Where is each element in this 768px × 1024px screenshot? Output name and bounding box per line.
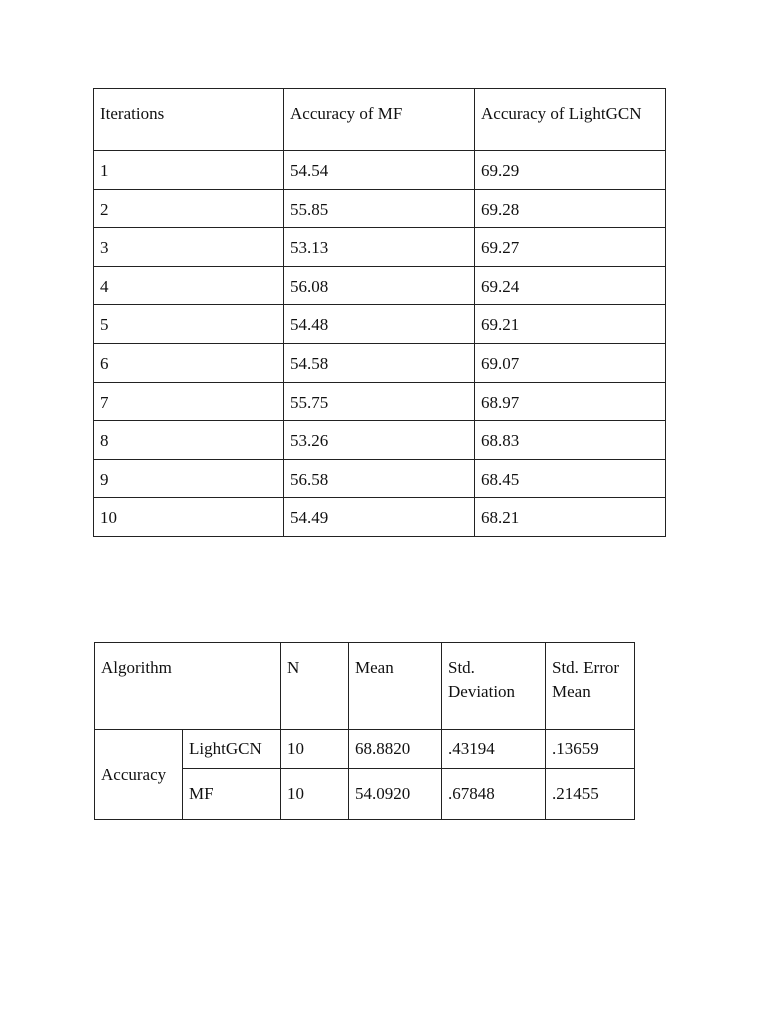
header-algorithm: Algorithm (95, 643, 281, 730)
mf-accuracy-cell: 56.58 (284, 459, 475, 498)
algorithm-cell: MF (183, 769, 281, 820)
std-deviation-cell: .43194 (442, 730, 546, 769)
lightgcn-accuracy-cell: 68.83 (475, 421, 666, 460)
header-iterations: Iterations (94, 89, 284, 151)
std-deviation-cell: .67848 (442, 769, 546, 820)
header-std-error-mean: Std. Error Mean (546, 643, 635, 730)
iteration-cell: 8 (94, 421, 284, 460)
header-std-deviation: Std. Deviation (442, 643, 546, 730)
lightgcn-accuracy-cell: 69.21 (475, 305, 666, 344)
lightgcn-accuracy-cell: 68.21 (475, 498, 666, 537)
table-row (94, 151, 666, 190)
mean-cell: 54.0920 (349, 769, 442, 820)
lightgcn-accuracy-cell: 69.28 (475, 189, 666, 228)
table-header-row (94, 89, 666, 151)
header-n: N (281, 643, 349, 730)
mf-accuracy-cell: 54.48 (284, 305, 475, 344)
table-row (94, 189, 666, 228)
mf-accuracy-cell: 55.75 (284, 382, 475, 421)
mf-accuracy-cell: 53.13 (284, 228, 475, 267)
table-row (95, 730, 635, 769)
n-cell: 10 (281, 730, 349, 769)
iteration-cell: 2 (94, 189, 284, 228)
header-accuracy-lightgcn: Accuracy of LightGCN (475, 89, 666, 151)
table-row (94, 228, 666, 267)
mf-accuracy-cell: 54.58 (284, 343, 475, 382)
table-row (94, 459, 666, 498)
mf-accuracy-cell: 54.54 (284, 151, 475, 190)
iteration-cell: 6 (94, 343, 284, 382)
lightgcn-accuracy-cell: 69.07 (475, 343, 666, 382)
lightgcn-accuracy-cell: 68.97 (475, 382, 666, 421)
lightgcn-accuracy-cell: 69.27 (475, 228, 666, 267)
mf-accuracy-cell: 54.49 (284, 498, 475, 537)
header-mean: Mean (349, 643, 442, 730)
table-row (94, 305, 666, 344)
iterations-accuracy-table (93, 88, 666, 537)
group-label: Accuracy (101, 765, 167, 784)
lightgcn-accuracy-cell: 69.29 (475, 151, 666, 190)
std-error-mean-cell: .21455 (546, 769, 635, 820)
group-statistics-table (94, 642, 635, 820)
group-label-cell (95, 730, 183, 820)
lightgcn-accuracy-cell: 69.24 (475, 266, 666, 305)
header-accuracy-mf: Accuracy of MF (284, 89, 475, 151)
iteration-cell: 9 (94, 459, 284, 498)
iteration-cell: 1 (94, 151, 284, 190)
std-error-mean-cell: .13659 (546, 730, 635, 769)
table-row (94, 343, 666, 382)
algorithm-cell: LightGCN (183, 730, 281, 769)
mf-accuracy-cell: 53.26 (284, 421, 475, 460)
iteration-cell: 7 (94, 382, 284, 421)
n-cell: 10 (281, 769, 349, 820)
table-row (94, 382, 666, 421)
table-header-row (95, 643, 635, 730)
iteration-cell: 3 (94, 228, 284, 267)
iteration-cell: 10 (94, 498, 284, 537)
mean-cell: 68.8820 (349, 730, 442, 769)
mf-accuracy-cell: 56.08 (284, 266, 475, 305)
table-row (94, 266, 666, 305)
mf-accuracy-cell: 55.85 (284, 189, 475, 228)
iteration-cell: 5 (94, 305, 284, 344)
table-row (94, 498, 666, 537)
lightgcn-accuracy-cell: 68.45 (475, 459, 666, 498)
table-row (94, 421, 666, 460)
iteration-cell: 4 (94, 266, 284, 305)
